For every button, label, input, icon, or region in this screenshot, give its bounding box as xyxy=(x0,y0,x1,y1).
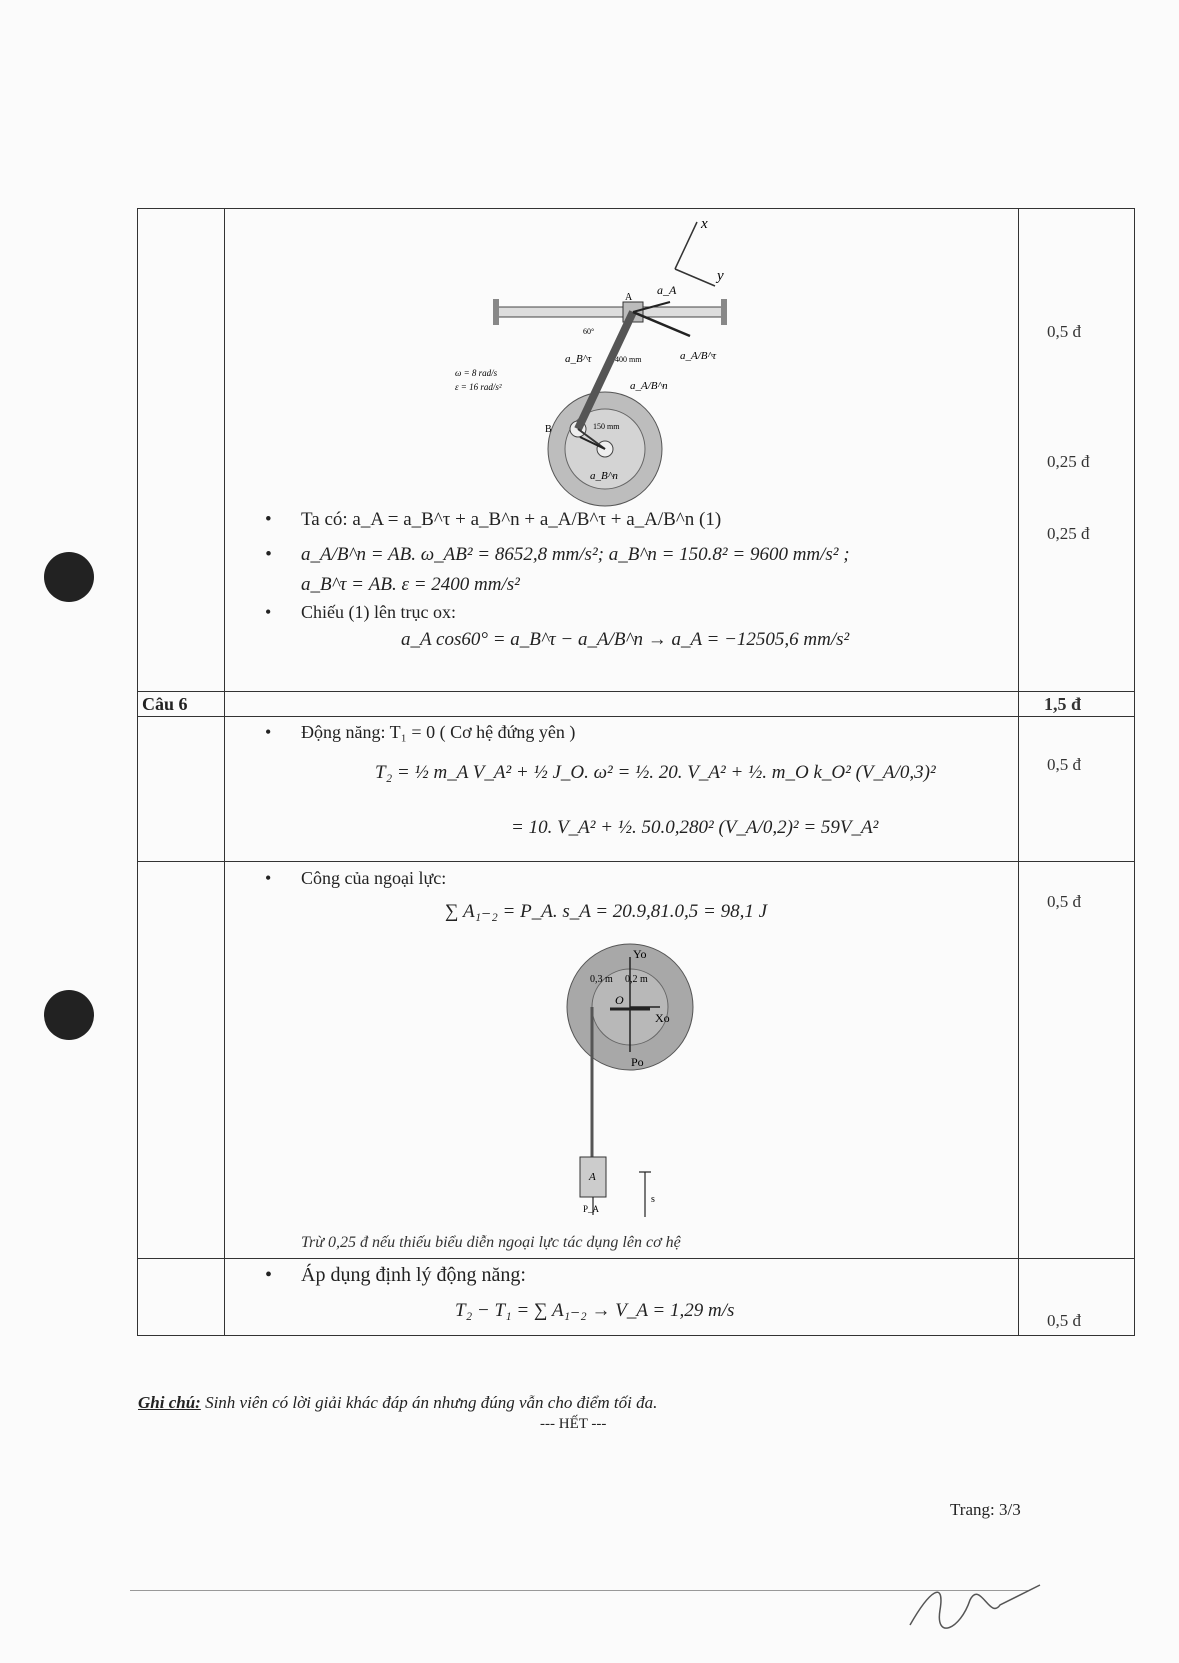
bottom-rule xyxy=(130,1590,1030,1591)
table-row xyxy=(138,1259,1135,1336)
label-aAB-n: a_A/B^n xyxy=(630,380,668,392)
table-row xyxy=(138,717,1135,862)
label-Po: Po xyxy=(631,1055,644,1069)
label-aB-tau: a_B^τ xyxy=(565,353,592,365)
svg-text:B: B xyxy=(545,424,552,435)
label-O: O xyxy=(615,993,624,1007)
answer-table xyxy=(137,208,1135,1336)
question-label: Câu 6 xyxy=(142,694,188,714)
table-row xyxy=(138,209,1135,692)
label-aA: a_A xyxy=(657,283,677,297)
label-s: s xyxy=(651,1194,655,1205)
score-r1-c: 0,25 đ xyxy=(1047,524,1090,543)
signature xyxy=(900,1570,1050,1640)
score-r2: 0,5 đ xyxy=(1047,755,1081,774)
eq-r3-line1: • Công của ngoại lực: xyxy=(301,868,446,889)
binder-hole-top xyxy=(44,552,94,602)
score-r1-a: 0,5 đ xyxy=(1047,322,1081,341)
eq-r4-line1: • Áp dụng định lý động năng: xyxy=(301,1264,526,1287)
footer-note xyxy=(138,1393,657,1413)
label-PA: P_A xyxy=(583,1204,600,1214)
label-aB-n: a_B^n xyxy=(590,470,618,482)
eq-r2-line2: T₂ = ½ m_A V_A² + ½ J_O. ω² = ½. 20. V_A² + ½. m_O k_O² (V_A/0,3)² xyxy=(375,762,936,783)
eq-r1-line2: • a_A/B^n = AB. ω_AB² = 8652,8 mm/s²; a_B^n = 150.8² = 9600 mm/s² ; xyxy=(301,544,850,566)
epsilon-label: ε = 16 rad/s² xyxy=(455,382,502,392)
label-aAB-tau: a_A/B^τ xyxy=(680,350,717,362)
svg-text:A: A xyxy=(625,292,633,303)
eq-r1-line5: a_A cos60° = a_B^τ − a_A/B^n → a_A = −12505,6 mm/s² xyxy=(401,629,850,650)
score-r1-b: 0,25 đ xyxy=(1047,452,1090,471)
content-cell xyxy=(225,209,1019,692)
table-row-question xyxy=(138,692,1135,717)
angle-label: 60° xyxy=(583,327,595,336)
eq-r1-line4: • Chiếu (1) lên trục ox: xyxy=(301,602,456,623)
label-Xo: Xo xyxy=(655,1011,670,1025)
eq-r2-line1: • Động năng: T₁ = 0 ( Cơ hệ đứng yên ) xyxy=(301,722,575,743)
deduction-note: Trừ 0,25 đ nếu thiếu biểu diễn ngoại lực tác dụng lên cơ hệ xyxy=(301,1234,681,1251)
question-score: 1,5 đ xyxy=(1044,694,1082,714)
axis-x-label: x xyxy=(701,216,708,232)
eq-r3-line2: ∑ A₁₋₂ = P_A. s_A = 20.9,81.0,5 = 98,1 J xyxy=(445,901,768,922)
label-Yo: Yo xyxy=(633,947,647,961)
table-row xyxy=(138,862,1135,1259)
end-marker: --- HẾT --- xyxy=(540,1416,607,1432)
dim-150: 150 mm xyxy=(593,422,620,431)
omega-label: ω = 8 rad/s xyxy=(455,368,498,378)
dim-400: 400 mm xyxy=(615,355,642,364)
score-r4: 0,5 đ xyxy=(1047,1311,1081,1330)
score-r3: 0,5 đ xyxy=(1047,892,1081,911)
pulley-figure xyxy=(555,942,715,1217)
eq-r1-line1: • Ta có: a_A = a_B^τ + a_B^n + a_A/B^τ + a_A/B^n (1) xyxy=(301,509,721,531)
linkage-figure xyxy=(455,214,825,509)
page-number: Trang: 3/3 xyxy=(950,1500,1021,1519)
note-label: Ghi chú: xyxy=(138,1393,201,1412)
note-text: Sinh viên có lời giải khác đáp án nhưng đúng vẫn cho điểm tối đa. xyxy=(200,1393,658,1412)
eq-r1-line3: a_B^τ = AB. ε = 2400 mm/s² xyxy=(301,574,520,595)
eq-r2-line3: = 10. V_A² + ½. 50.0,280² (V_A/0,2)² = 59V_A² xyxy=(511,817,879,838)
axis-y-label: y xyxy=(717,268,724,284)
label-r2: 0,2 m xyxy=(625,974,648,985)
label-r1: 0,3 m xyxy=(590,974,613,985)
binder-hole-bottom xyxy=(44,990,94,1040)
eq-r4-line2: T₂ − T₁ = ∑ A₁₋₂ → V_A = 1,29 m/s xyxy=(455,1300,735,1321)
label-A: A xyxy=(589,1171,596,1183)
